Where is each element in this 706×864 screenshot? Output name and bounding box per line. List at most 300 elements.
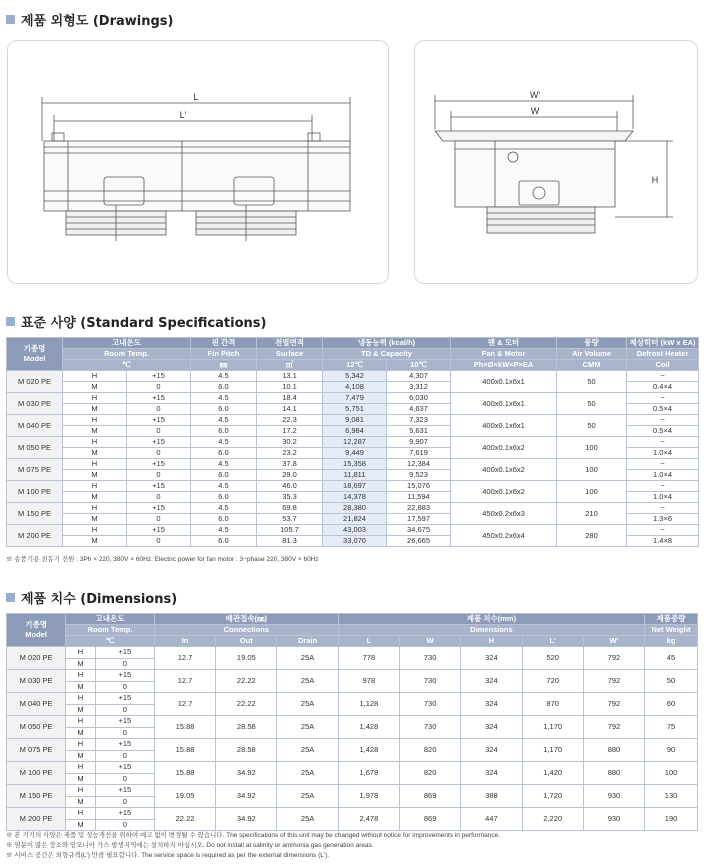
table-cell: M: [63, 382, 127, 393]
dim-header-l-prime: L': [522, 636, 583, 647]
table-cell: 4.5: [191, 525, 257, 536]
dim-cell-kg: 50: [645, 670, 698, 693]
table-cell: 6.0: [191, 404, 257, 415]
spec-header-air-en: Air Volume: [557, 349, 627, 360]
dim-cell-drain: 25A: [277, 716, 338, 739]
dim-cell-out: 22.22: [216, 670, 277, 693]
table-cell: +15: [127, 393, 191, 404]
table-cell: M: [63, 448, 127, 459]
dim-cell-wp: 792: [583, 716, 644, 739]
table-cell: 0: [127, 536, 191, 547]
table-cell: 4.5: [191, 459, 257, 470]
dim-cell-wp: 930: [583, 808, 644, 831]
table-cell: 15,358: [323, 459, 387, 470]
spec-header-room-ko: 고내온도: [63, 338, 191, 349]
spec-header-fin-en: Fin Pitch: [191, 349, 257, 360]
table-cell: 6.0: [191, 470, 257, 481]
dim-header-wt-en: Net Weight: [645, 625, 698, 636]
table-cell: 1.4×8: [627, 536, 699, 547]
dim-cell-h: 324: [461, 647, 522, 670]
table-cell: M: [63, 536, 127, 547]
dim-cell-out: 28.58: [216, 739, 277, 762]
model-cell: M 020 PE: [7, 647, 66, 670]
table-cell: M: [63, 470, 127, 481]
table-cell: 105.7: [257, 525, 323, 536]
dim-cell-w: 730: [400, 670, 461, 693]
dim-cell-kg: 100: [645, 762, 698, 785]
dim-cell-drain: 25A: [277, 785, 338, 808]
table-row: [7, 371, 699, 382]
dim-cell-l: 1,428: [338, 716, 399, 739]
dim-cell-kg: 190: [645, 808, 698, 831]
dim-label-l-prime: L': [179, 110, 187, 120]
spec-table-body: [7, 371, 699, 547]
table-cell: 15,076: [387, 481, 451, 492]
table-cell: 0: [95, 681, 154, 693]
table-row: [7, 716, 698, 728]
dim-cell-l: 1,128: [338, 693, 399, 716]
table-cell: 1.0×4: [627, 448, 699, 459]
table-cell: 0: [127, 382, 191, 393]
table-cell: H: [63, 437, 127, 448]
spec-header-surf-unit: ㎡: [257, 360, 323, 371]
table-cell: 6.0: [191, 492, 257, 503]
dim-note-1: ※ 본 기기의 사양은 제품 및 성능개선을 위하여 예고 없이 변경될 수 있습니다. The specifications of this unit may be changed without notice for improvements in performance.: [6, 832, 501, 839]
dim-header-w: W: [400, 636, 461, 647]
spec-header-def-ko: 제상히터 (kW x EA): [627, 338, 699, 349]
table-cell: 9,081: [323, 415, 387, 426]
table-cell: 17,597: [387, 514, 451, 525]
table-row: [7, 481, 699, 492]
model-cell: M 040 PE: [7, 693, 66, 716]
table-cell: +15: [127, 503, 191, 514]
table-cell: 6,984: [323, 426, 387, 437]
table-cell: +15: [95, 716, 154, 728]
table-cell: 0: [127, 448, 191, 459]
table-cell: H: [63, 459, 127, 470]
model-cell: M 030 PE: [7, 393, 63, 415]
dimensions-table: [6, 613, 698, 831]
table-cell: 37.8: [257, 459, 323, 470]
table-cell: 0: [95, 819, 154, 831]
table-cell: +15: [127, 481, 191, 492]
table-cell: 22.3: [257, 415, 323, 426]
dim-header-dims-en: Dimensions: [338, 625, 644, 636]
table-cell: 5,751: [323, 404, 387, 415]
dim-cell-w: 820: [400, 739, 461, 762]
table-cell: 46.0: [257, 481, 323, 492]
table-cell: 6.0: [191, 514, 257, 525]
drawings-title: 제품 외형도 (Drawings): [6, 10, 173, 29]
dim-cell-drain: 25A: [277, 739, 338, 762]
dim-label-l: L: [193, 92, 199, 102]
table-cell: H: [66, 785, 96, 797]
dim-cell-lp: 1,720: [522, 785, 583, 808]
table-cell: M: [66, 773, 96, 785]
table-cell: M: [63, 404, 127, 415]
spec-header-fan-en: Fan & Motor: [451, 349, 557, 360]
dim-header-room-ko: 고내온도: [66, 614, 155, 625]
dim-cell-w: 869: [400, 808, 461, 831]
fan-cell: 400x0.1x6x2: [451, 437, 557, 459]
table-cell: 7,619: [387, 448, 451, 459]
table-cell: 7,323: [387, 415, 451, 426]
dim-cell-lp: 720: [522, 670, 583, 693]
air-cell: 210: [557, 503, 627, 525]
dim-cell-h: 324: [461, 670, 522, 693]
spec-header-surf-en: Surface: [257, 349, 323, 360]
table-row: [7, 393, 699, 404]
table-cell: 34,675: [387, 525, 451, 536]
table-cell: 0: [95, 750, 154, 762]
table-cell: H: [63, 503, 127, 514]
table-cell: −: [627, 503, 699, 514]
model-cell: M 040 PE: [7, 415, 63, 437]
table-cell: 0: [95, 727, 154, 739]
standard-spec-title: 표준 사양 (Standard Specifications): [6, 312, 266, 331]
table-cell: 0: [127, 492, 191, 503]
dim-note-2: ※ 염분이 많은 장소와 암모니아 가스 발생지역에는 설치하지 마십시오. Do not install at salinity or ammonia gas generation areas.: [6, 842, 374, 849]
side-view-panel: [414, 40, 698, 284]
table-cell: H: [63, 371, 127, 382]
table-cell: 11,811: [323, 470, 387, 481]
spec-note: ※ 송풍기용 전동기 전원 : 3Ph × 220, 380V × 60Hz. Electric power for fan motor : 3−phase 220, 380V × 60Hz: [6, 556, 319, 563]
dim-cell-h: 324: [461, 762, 522, 785]
side-view-drawing: [415, 41, 699, 285]
dim-cell-wp: 792: [583, 647, 644, 670]
section-bullet-icon: [6, 593, 15, 602]
dim-cell-wp: 792: [583, 693, 644, 716]
table-cell: −: [627, 371, 699, 382]
dim-label-w: W: [530, 106, 540, 116]
table-cell: +15: [95, 785, 154, 797]
table-cell: H: [66, 716, 96, 728]
spec-header-fan-unit: Ph×Ø×kW×P×EA: [451, 360, 557, 371]
dim-cell-lp: 1,170: [522, 716, 583, 739]
table-cell: 6.0: [191, 426, 257, 437]
spec-header-air-unit: CMM: [557, 360, 627, 371]
spec-header-room-unit: ℃: [63, 360, 191, 371]
dim-cell-w: 730: [400, 647, 461, 670]
dim-cell-in: 15.88: [154, 716, 215, 739]
dim-cell-in: 12.7: [154, 670, 215, 693]
dim-cell-h: 388: [461, 785, 522, 808]
table-cell: 21,824: [323, 514, 387, 525]
dim-cell-kg: 90: [645, 739, 698, 762]
dim-cell-kg: 75: [645, 716, 698, 739]
air-cell: 100: [557, 481, 627, 503]
table-cell: −: [627, 481, 699, 492]
table-cell: M: [63, 426, 127, 437]
dim-cell-l: 778: [338, 647, 399, 670]
dim-label-h: H: [651, 175, 659, 185]
table-cell: 4.5: [191, 393, 257, 404]
table-cell: 12,384: [387, 459, 451, 470]
table-cell: 5,342: [323, 371, 387, 382]
table-cell: 26,665: [387, 536, 451, 547]
table-cell: 0: [95, 773, 154, 785]
table-cell: 0: [95, 658, 154, 670]
dim-cell-drain: 25A: [277, 762, 338, 785]
dim-table-body: [7, 647, 698, 831]
air-cell: 100: [557, 459, 627, 481]
dim-cell-lp: 2,220: [522, 808, 583, 831]
table-cell: 7,479: [323, 393, 387, 404]
table-cell: 28,380: [323, 503, 387, 514]
table-cell: −: [627, 415, 699, 426]
model-cell: M 150 PE: [7, 785, 66, 808]
dim-cell-l: 2,478: [338, 808, 399, 831]
table-cell: H: [66, 739, 96, 751]
model-cell: M 075 PE: [7, 459, 63, 481]
model-cell: M 200 PE: [7, 525, 63, 547]
air-cell: 50: [557, 393, 627, 415]
dim-cell-lp: 1,420: [522, 762, 583, 785]
spec-header-fin-unit: ㎜: [191, 360, 257, 371]
dim-cell-drain: 25A: [277, 670, 338, 693]
dim-cell-drain: 25A: [277, 808, 338, 831]
table-cell: +15: [127, 459, 191, 470]
fan-cell: 400x0.1x6x2: [451, 481, 557, 503]
model-cell: M 100 PE: [7, 481, 63, 503]
table-cell: M: [66, 819, 96, 831]
dimensions-title: 제품 치수 (Dimensions): [6, 588, 177, 607]
fan-cell: 400x0.1x6x1: [451, 393, 557, 415]
dim-cell-lp: 870: [522, 693, 583, 716]
table-cell: 35.3: [257, 492, 323, 503]
table-cell: 10.1: [257, 382, 323, 393]
table-cell: 0: [127, 514, 191, 525]
table-cell: H: [66, 762, 96, 774]
table-cell: H: [66, 808, 96, 820]
dim-note-3: ※ 서비스 공간은 외형규격(L') 만큼 필요합니다. The service space is required as per the external dimensions (L').: [6, 852, 330, 859]
table-cell: 0: [95, 796, 154, 808]
table-cell: 1.3×6: [627, 514, 699, 525]
table-cell: 4,307: [387, 371, 451, 382]
air-cell: 280: [557, 525, 627, 547]
table-cell: 9,907: [387, 437, 451, 448]
table-cell: +15: [95, 647, 154, 659]
model-cell: M 030 PE: [7, 670, 66, 693]
table-cell: 0.5×4: [627, 404, 699, 415]
dim-cell-kg: 60: [645, 693, 698, 716]
dim-cell-wp: 930: [583, 785, 644, 808]
dim-cell-out: 19.05: [216, 647, 277, 670]
dim-cell-w: 820: [400, 762, 461, 785]
dim-header-dims-ko: 제품 치수(mm): [338, 614, 644, 625]
air-cell: 50: [557, 415, 627, 437]
dim-label-w-prime: W': [529, 90, 541, 100]
fan-cell: 450x0.2x6x3: [451, 503, 557, 525]
spec-header-model: 기종명 Model: [7, 338, 63, 371]
air-cell: 50: [557, 371, 627, 393]
table-cell: 0.4×4: [627, 382, 699, 393]
table-cell: M: [63, 514, 127, 525]
table-row: [7, 693, 698, 705]
dim-header-model: 기종명 Model: [7, 614, 66, 647]
dim-cell-out: 34.92: [216, 808, 277, 831]
table-cell: 0.5×4: [627, 426, 699, 437]
dim-cell-h: 324: [461, 739, 522, 762]
dim-header-conn-ko: 배관접속(㎜): [154, 614, 338, 625]
dim-cell-out: 34.92: [216, 762, 277, 785]
dim-cell-l: 1,428: [338, 739, 399, 762]
table-cell: 14,378: [323, 492, 387, 503]
table-cell: 23.2: [257, 448, 323, 459]
table-cell: +15: [127, 437, 191, 448]
table-cell: 6.0: [191, 536, 257, 547]
dim-cell-w: 869: [400, 785, 461, 808]
dim-cell-out: 22.22: [216, 693, 277, 716]
model-cell: M 150 PE: [7, 503, 63, 525]
dim-cell-out: 34.92: [216, 785, 277, 808]
spec-header-fin-ko: 핀 간격: [191, 338, 257, 349]
table-cell: M: [66, 681, 96, 693]
dim-cell-w: 730: [400, 693, 461, 716]
table-cell: −: [627, 437, 699, 448]
table-cell: 14.1: [257, 404, 323, 415]
table-cell: 0: [127, 426, 191, 437]
model-cell: M 200 PE: [7, 808, 66, 831]
table-cell: +15: [95, 739, 154, 751]
table-cell: M: [66, 658, 96, 670]
dim-header-conn-en: Connections: [154, 625, 338, 636]
table-cell: 1.0×4: [627, 470, 699, 481]
dim-cell-h: 324: [461, 716, 522, 739]
table-row: [7, 739, 698, 751]
table-cell: 5,631: [387, 426, 451, 437]
table-cell: 53.7: [257, 514, 323, 525]
dim-header-wt-ko: 제품중량: [645, 614, 698, 625]
table-cell: 1.0×4: [627, 492, 699, 503]
section-bullet-icon: [6, 15, 15, 24]
table-cell: M: [66, 796, 96, 808]
dim-cell-in: 15.88: [154, 762, 215, 785]
fan-cell: 400x0.1x6x1: [451, 415, 557, 437]
dim-cell-h: 447: [461, 808, 522, 831]
table-cell: 4.5: [191, 415, 257, 426]
dim-cell-in: 12.7: [154, 647, 215, 670]
table-cell: 0: [95, 704, 154, 716]
table-cell: 12,287: [323, 437, 387, 448]
table-cell: −: [627, 459, 699, 470]
table-cell: M: [66, 750, 96, 762]
table-cell: 18.4: [257, 393, 323, 404]
table-cell: H: [63, 481, 127, 492]
table-cell: 9,523: [387, 470, 451, 481]
spec-header-surf-ko: 전열면적: [257, 338, 323, 349]
table-row: [7, 437, 699, 448]
model-cell: M 020 PE: [7, 371, 63, 393]
dim-cell-lp: 1,170: [522, 739, 583, 762]
dim-cell-drain: 25A: [277, 647, 338, 670]
model-cell: M 050 PE: [7, 716, 66, 739]
dim-header-w-prime: W': [583, 636, 644, 647]
table-row: [7, 459, 699, 470]
table-cell: 4.5: [191, 503, 257, 514]
table-cell: −: [627, 525, 699, 536]
spec-header-td-12: 12℃: [323, 360, 387, 371]
table-cell: 81.3: [257, 536, 323, 547]
table-cell: +15: [127, 525, 191, 536]
dim-cell-kg: 130: [645, 785, 698, 808]
table-cell: M: [66, 704, 96, 716]
table-cell: 3,312: [387, 382, 451, 393]
table-cell: 33,070: [323, 536, 387, 547]
table-row: [7, 525, 699, 536]
table-cell: H: [66, 647, 96, 659]
table-cell: 11,594: [387, 492, 451, 503]
table-cell: 43,003: [323, 525, 387, 536]
dim-cell-in: 22.22: [154, 808, 215, 831]
table-row: [7, 503, 699, 514]
table-cell: 30.2: [257, 437, 323, 448]
dim-cell-in: 15.88: [154, 739, 215, 762]
air-cell: 100: [557, 437, 627, 459]
dim-cell-w: 730: [400, 716, 461, 739]
table-cell: 6.0: [191, 382, 257, 393]
table-cell: H: [63, 393, 127, 404]
table-cell: +15: [127, 371, 191, 382]
dim-header-h: H: [461, 636, 522, 647]
spec-header-td-10: 10℃: [387, 360, 451, 371]
spec-header-td-ko: 냉동능력 (kcal/h): [323, 338, 451, 349]
table-cell: +15: [95, 808, 154, 820]
table-row: [7, 785, 698, 797]
dim-cell-wp: 792: [583, 670, 644, 693]
spec-header-td-en: TD & Capacity: [323, 349, 451, 360]
spec-header-def-en: Defrost Heater: [627, 349, 699, 360]
spec-header-air-ko: 풍량: [557, 338, 627, 349]
table-cell: 6,030: [387, 393, 451, 404]
dim-cell-in: 19.05: [154, 785, 215, 808]
model-cell: M 075 PE: [7, 739, 66, 762]
table-cell: −: [627, 393, 699, 404]
table-cell: 17.2: [257, 426, 323, 437]
standard-spec-table: [6, 337, 699, 547]
spec-header-fan-ko: 팬 & 모터: [451, 338, 557, 349]
dim-cell-l: 1,678: [338, 762, 399, 785]
table-cell: +15: [95, 670, 154, 682]
table-row: [7, 415, 699, 426]
table-cell: H: [66, 693, 96, 705]
table-cell: 9,449: [323, 448, 387, 459]
table-cell: H: [66, 670, 96, 682]
table-cell: 69.8: [257, 503, 323, 514]
table-cell: +15: [95, 693, 154, 705]
table-cell: 4.5: [191, 371, 257, 382]
dim-cell-wp: 880: [583, 739, 644, 762]
table-cell: H: [63, 525, 127, 536]
table-cell: 4.5: [191, 437, 257, 448]
dim-cell-out: 28.58: [216, 716, 277, 739]
dim-header-in: In: [154, 636, 215, 647]
dim-cell-wp: 880: [583, 762, 644, 785]
table-cell: 4.5: [191, 481, 257, 492]
table-cell: 22,883: [387, 503, 451, 514]
table-row: [7, 647, 698, 659]
table-cell: +15: [127, 415, 191, 426]
section-bullet-icon: [6, 317, 15, 326]
table-row: [7, 670, 698, 682]
model-cell: M 100 PE: [7, 762, 66, 785]
table-cell: M: [63, 492, 127, 503]
table-cell: 13.1: [257, 371, 323, 382]
dim-cell-drain: 25A: [277, 693, 338, 716]
table-cell: 6.0: [191, 448, 257, 459]
front-view-drawing: [8, 41, 390, 285]
dim-cell-l: 1,978: [338, 785, 399, 808]
